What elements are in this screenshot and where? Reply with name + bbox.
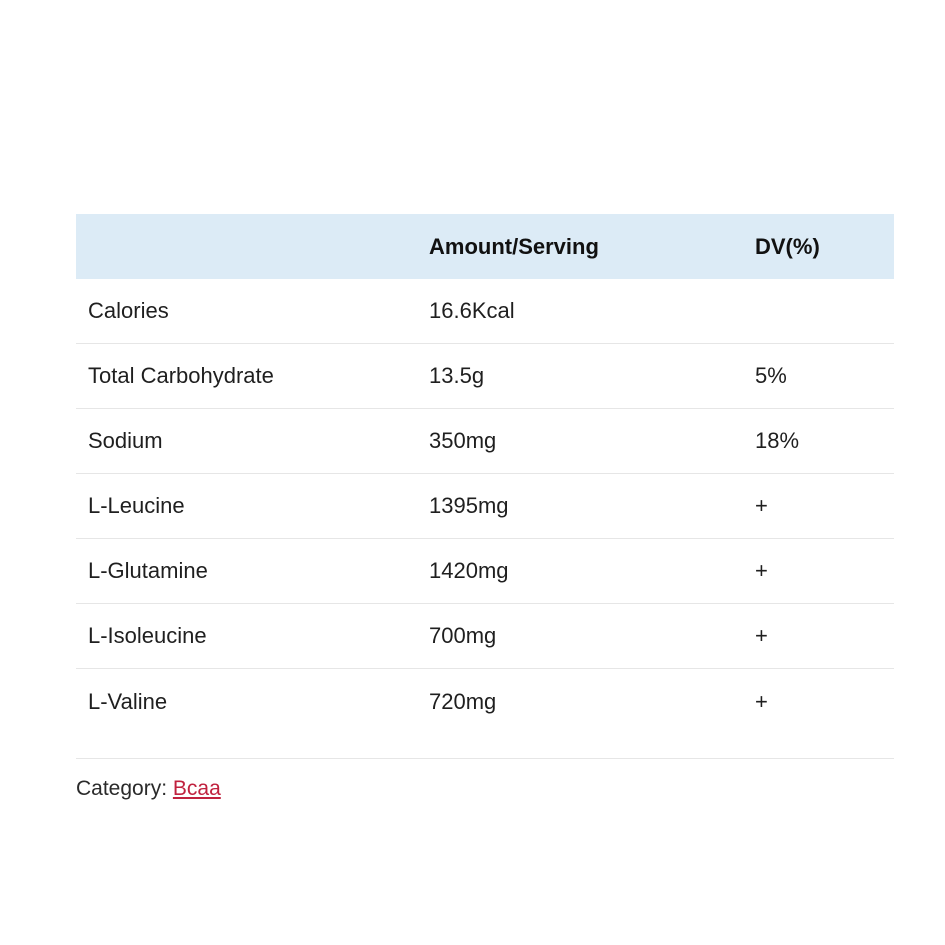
table-row	[76, 539, 894, 604]
category-label: Category:	[76, 777, 168, 800]
header-dv-percent: DV(%)	[755, 233, 820, 259]
nutrient-amount: 350mg	[429, 428, 497, 453]
nutrient-dv: +	[755, 688, 768, 714]
table-row	[76, 344, 894, 409]
nutrient-name: L-Isoleucine	[88, 623, 207, 648]
nutrient-amount: 13.5g	[429, 363, 485, 388]
nutrient-dv: 18%	[755, 428, 800, 453]
nutrient-dv: +	[755, 493, 768, 518]
nutrient-amount: 1420mg	[429, 558, 509, 583]
nutrient-dv: +	[755, 558, 768, 583]
nutrient-amount: 700mg	[429, 623, 497, 648]
nutrient-amount: 16.6Kcal	[429, 298, 515, 323]
nutrient-name: L-Valine	[88, 688, 168, 714]
table-row	[76, 669, 894, 734]
category-line	[76, 777, 221, 801]
nutrient-amount: 720mg	[429, 688, 497, 714]
table-row	[76, 409, 894, 474]
category-link-bcaa[interactable]: Bcaa	[172, 777, 221, 800]
table-bottom-divider	[76, 758, 894, 759]
nutrient-name: Sodium	[88, 428, 163, 453]
nutrient-name: L-Glutamine	[88, 558, 208, 583]
nutrient-name: Calories	[88, 298, 169, 323]
nutrient-amount: 1395mg	[429, 493, 509, 518]
table-row	[76, 474, 894, 539]
nutrient-dv: 5%	[755, 363, 787, 388]
header-amount-serving: Amount/Serving	[429, 233, 599, 259]
table-row	[76, 279, 894, 344]
nutrient-name: L-Leucine	[88, 493, 185, 518]
nutrient-dv: +	[755, 623, 768, 648]
nutrient-name: Total Carbohydrate	[88, 363, 274, 388]
table-header-row	[76, 214, 894, 279]
nutrition-table	[76, 214, 894, 734]
table-row	[76, 604, 894, 669]
